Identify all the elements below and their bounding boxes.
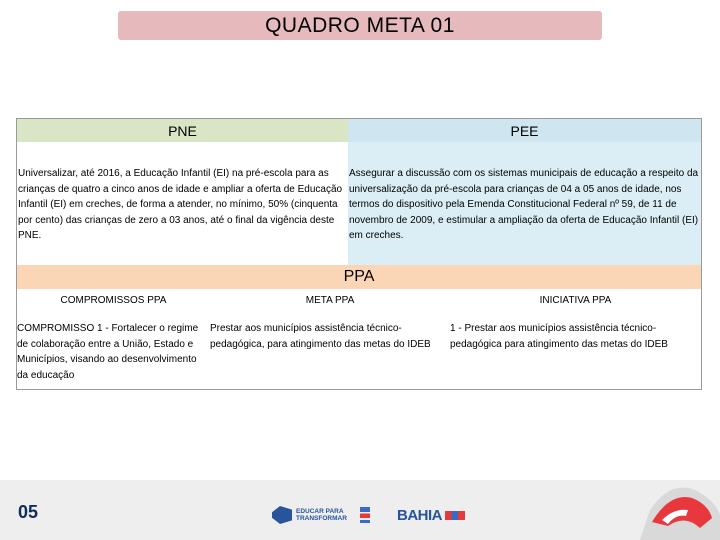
pee-header: PEE [348,119,701,142]
secretaria-logo [360,505,373,525]
educar-logo [272,504,347,526]
ppa-column-iniciativa: INICIATIVA PPA [539,294,612,306]
bahia-logo [397,505,465,525]
educar-mark-icon [272,506,292,524]
ppa-column-meta: META PPA [305,294,355,306]
bahia-logo-word: BAHIA [397,506,442,524]
educar-logo-line2: TRANSFORMAR [296,515,347,522]
ppa-compromisso-cell: COMPROMISSO 1 - Fortalecer o regime de colaboração entre a União, Estado e Municípios, visando ao desenvolvimento da educação [17,323,199,381]
pne-header: PNE [17,119,348,142]
slide-title: QUADRO META 01 [118,11,602,40]
ppa-header: PPA [17,265,701,289]
corner-decoration-icon [640,470,720,540]
pee-text: Assegurar a discussão com os sistemas municipais de educação a respeito da universalização da pré-escola para crianças de 04 a 05 anos de idade, nos termos do dispositivo pela Emenda Constitucional Federal nº 59, de 11 de novembro de 2009, e estimular a ampliação da oferta de Educação Infantil (EI) em creches. [348,142,701,265]
ppa-meta-cell: Prestar aos municípios assistência técnico-pedagógica, para atingimento das metas do IDEB [210,323,431,350]
ppa-column-compromissos: COMPROMISSOS PPA [60,294,167,306]
ppa-iniciativa-cell: 1 - Prestar aos municípios assistência técnico-pedagógica para atingimento das metas do IDEB [450,323,668,350]
secretaria-mark-icon [360,507,370,523]
pne-text: Universalizar, até 2016, a Educação Infantil (EI) na pré-escola para as crianças de quatro a cinco anos de idade e ampliar a oferta de Educação Infantil (EI) em creches, de forma a atender, no mínimo, 50% (cinquenta por cento) das crianças de zero a 03 anos, até o final da vigência deste PNE. [17,142,348,265]
page-number: 05 [18,502,39,522]
bahia-stripes-icon [445,511,465,520]
educar-logo-line1: EDUCAR PARA [296,508,344,515]
